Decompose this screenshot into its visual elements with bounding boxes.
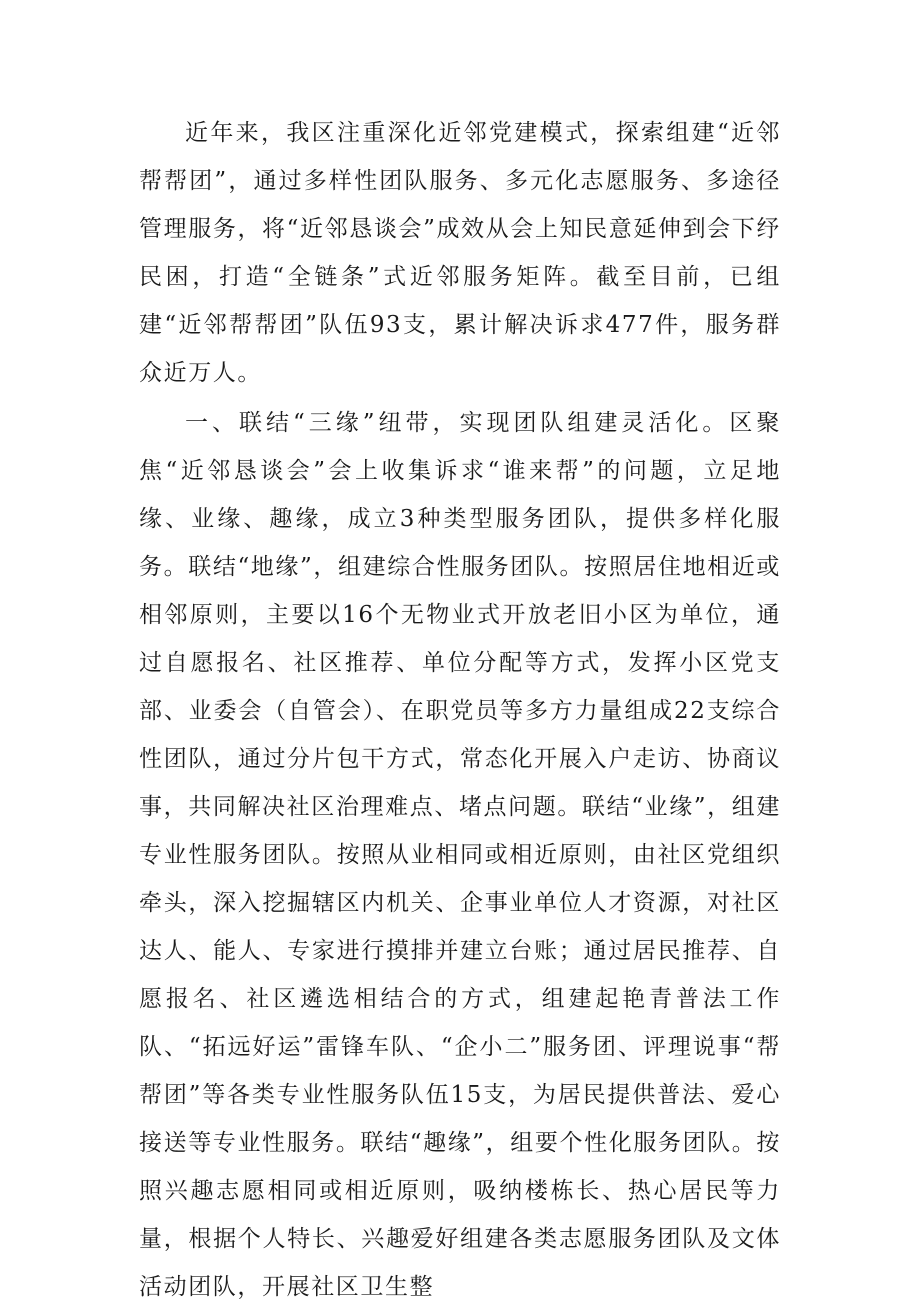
document-body [139, 109, 781, 1313]
paragraph-section-one: 一、联结“三缘”纽带，实现团队组建灵活化。区聚焦“近邻恳谈会”会上收集诉求“谁来帮”的问题，立足地缘、业缘、趣缘，成立3种类型服务团队，提供多样化服务。联结“地缘”，组建综合性服务团队。按照居住地相近或相邻原则，主要以16个无物业式开放老旧小区为单位，通过自愿报名、社区推荐、单位分配等方式，发挥小区党支部、业委会（自管会）、在职党员等多方力量组成22支综合性团队，通过分片包干方式，常态化开展入户走访、协商议事，共同解决社区治理难点、堵点问题。联结“业缘”，组建专业性服务团队。按照从业相同或相近原则，由社区党组织牵头，深入挖掘辖区内机关、企事业单位人才资源，对社区达人、能人、专家进行摸排并建立台账；通过居民推荐、自愿报名、社区遴选相结合的方式，组建起艳青普法工作队、“拓远好运”雷锋车队、“企小二”服务团、评理说事“帮帮团”等各类专业性服务队伍15支，为居民提供普法、爱心接送等专业性服务。联结“趣缘”，组要个性化服务团队。按照兴趣志愿相同或相近原则，吸纳楼栋长、热心居民等力量，根据个人特长、兴趣爱好组建各类志愿服务团队及文体活动团队，开展社区卫生整 [139, 410, 781, 1300]
paragraph-intro: 近年来，我区注重深化近邻党建模式，探索组建“近邻帮帮团”，通过多样性团队服务、多元化志愿服务、多途径管理服务，将“近邻恳谈会”成效从会上知民意延伸到会下纾民困，打造“全链条”式近邻服务矩阵。截至目前，已组建“近邻帮帮团”队伍93支，累计解决诉求477件，服务群众近万人。 [139, 120, 781, 386]
